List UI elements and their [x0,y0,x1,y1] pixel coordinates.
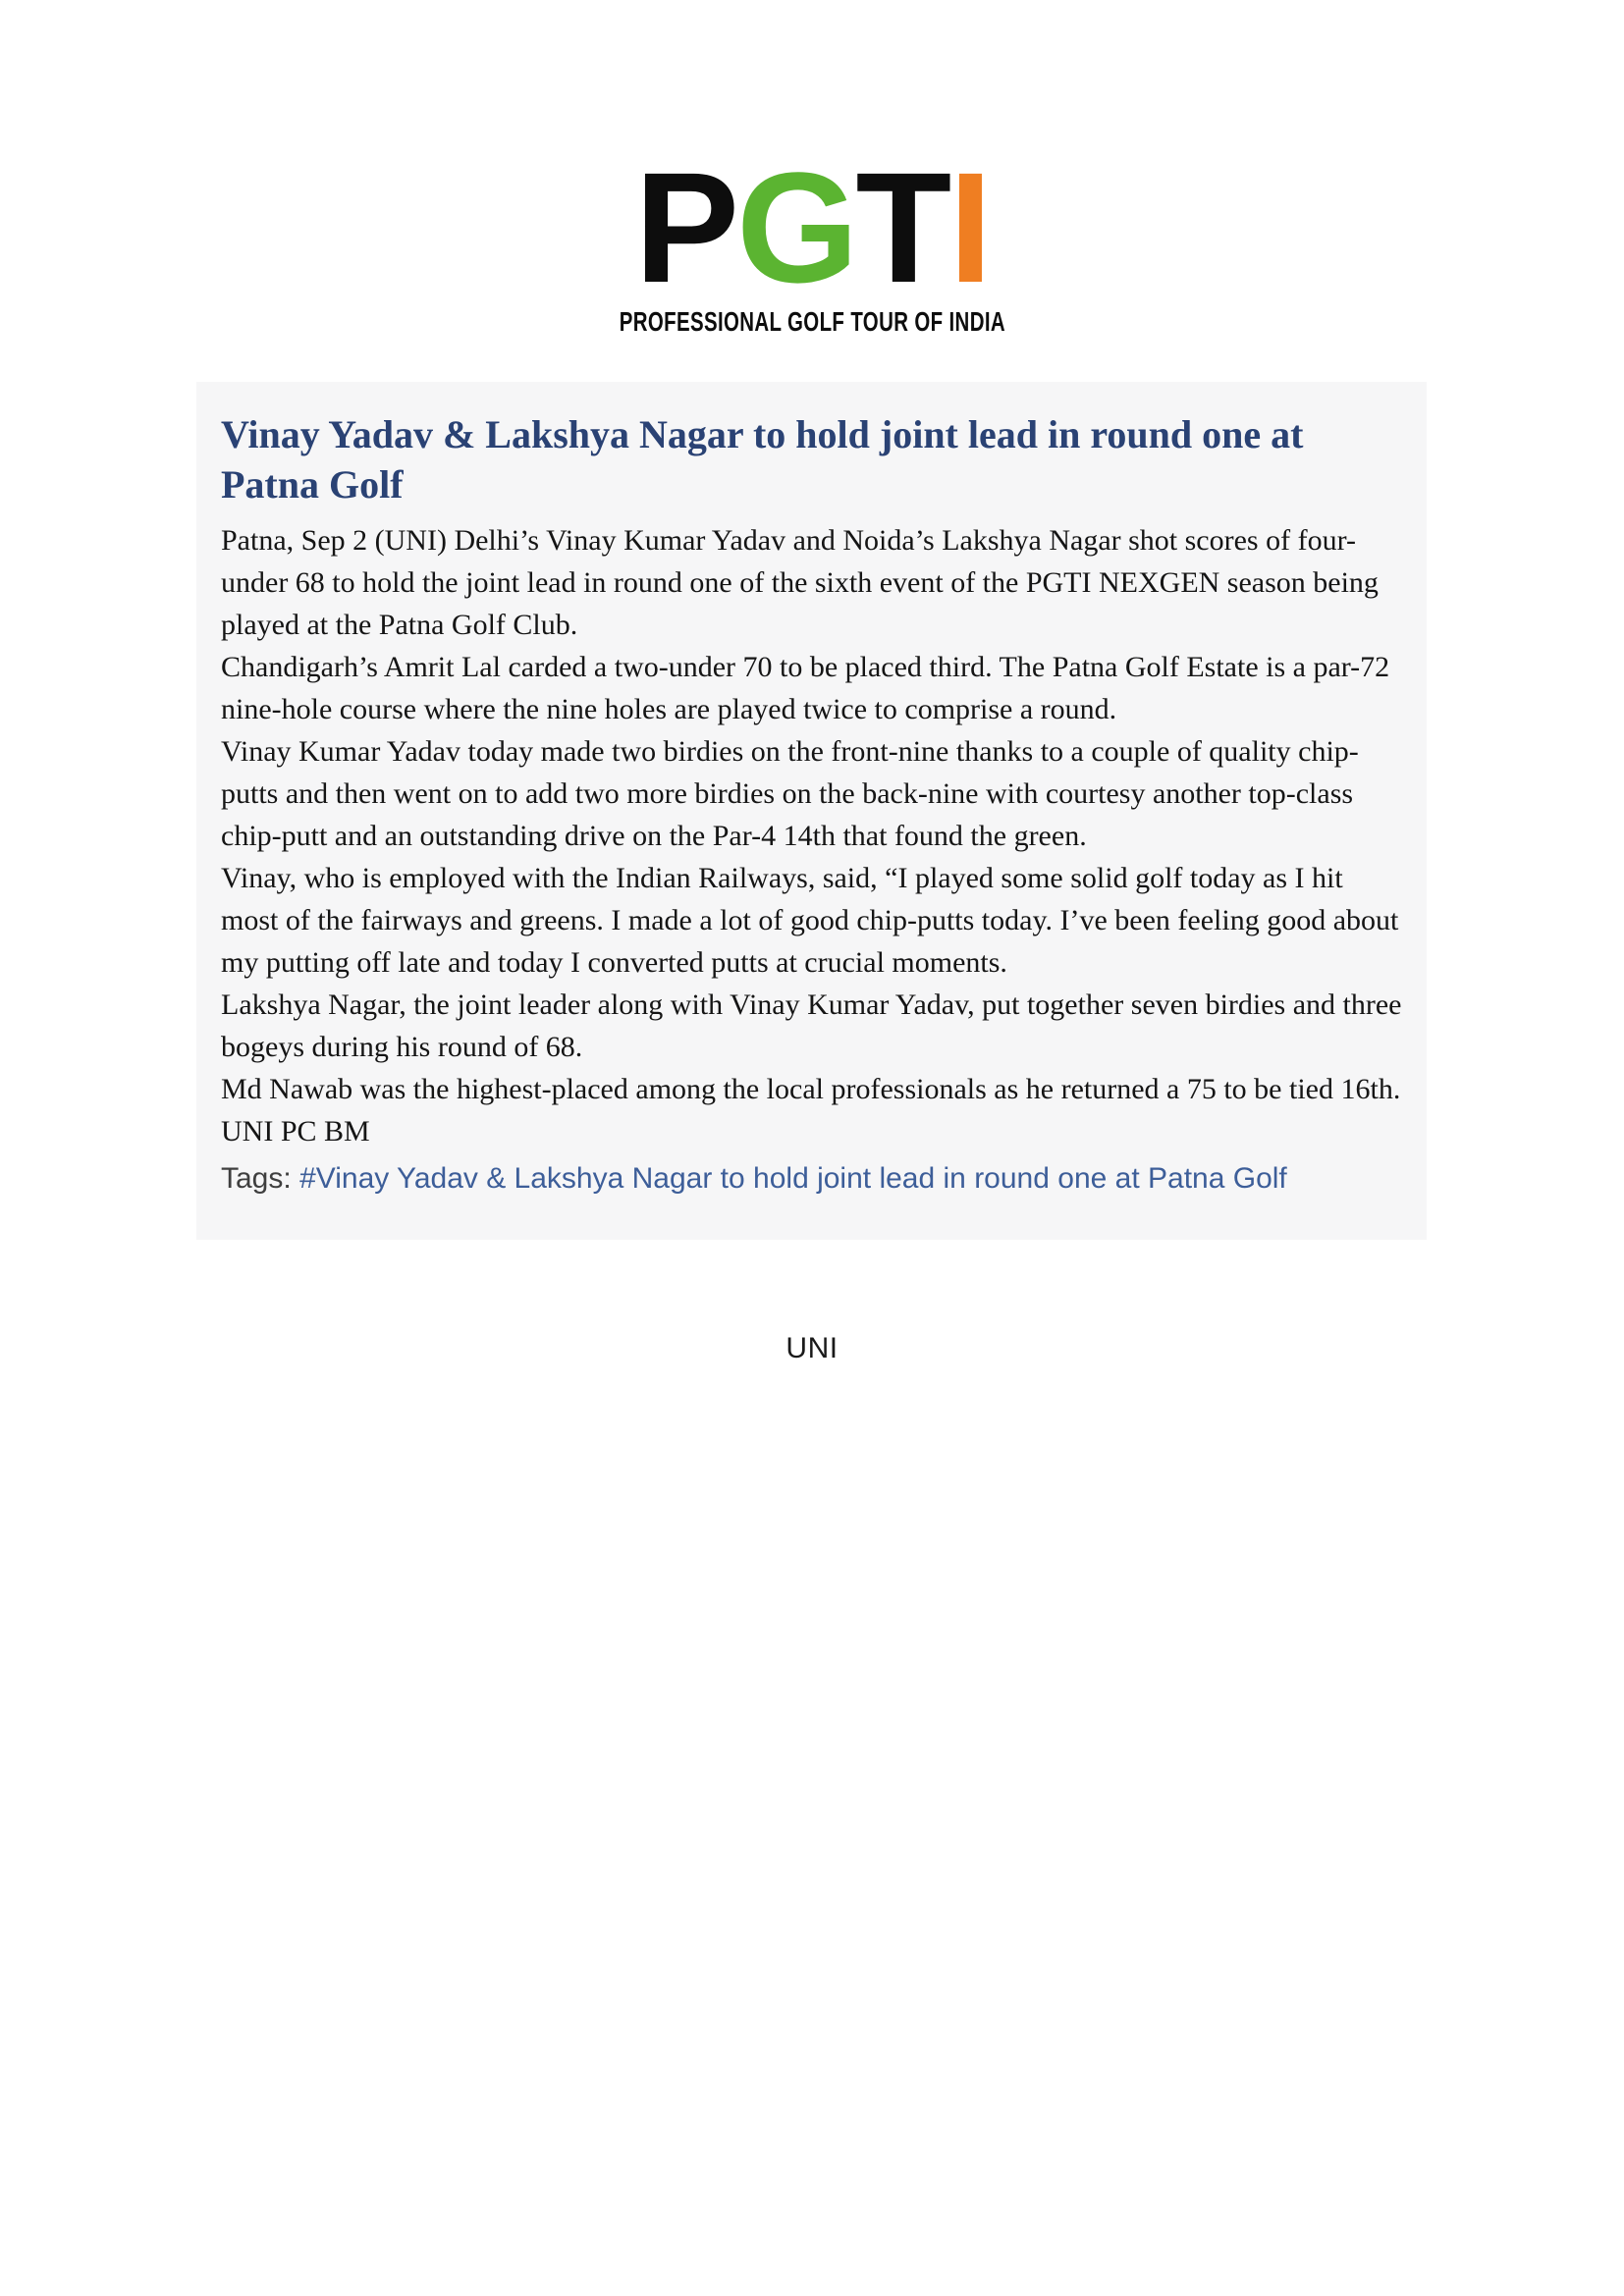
pgti-logo-caption-row [0,308,1624,336]
article-paragraph: Lakshya Nagar, the joint leader along with Vinay Kumar Yadav, put together seven birdies and three bogeys during his round of 68. [221,988,1402,1063]
logo-letter-t: T [855,139,949,315]
article-body [221,519,1402,1152]
tags-link[interactable]: #Vinay Yadav & Lakshya Nagar to hold joint lead in round one at Patna Golf [299,1162,1287,1195]
tags-row [221,1156,1402,1201]
pgti-logo-wordmark [0,139,1624,315]
pgti-logo-caption: PROFESSIONAL GOLF TOUR OF INDIA [619,306,1005,337]
article-paragraph: Chandigarh’s Amrit Lal carded a two-under 70 to be placed third. The Patna Golf Estate is a par-72 nine-hole course where the nine holes are played twice to comprise a round. [221,651,1390,725]
article-title: Vinay Yadav & Lakshya Nagar to hold joint lead in round one at Patna Golf [221,412,1304,507]
news-agency-credit: UNI [785,1332,839,1364]
pgti-logo[interactable] [0,139,1624,337]
article-card [196,382,1427,1240]
article-paragraph-lead: Patna, Sep 2 (UNI) Delhi’s Vinay Kumar Yadav and Noida’s Lakshya Nagar shot scores of four-under 68 to hold the joint lead in round one of the sixth event of the PGTI NEXGEN season being played at the Patna Golf Club. [221,524,1379,641]
article-paragraph-agency-line: UNI PC BM [221,1115,370,1148]
article-paragraph: Vinay, who is employed with the Indian Railways, said, “I played some solid golf today as I hit most of the fairways and greens. I made a lot of good chip-putts today. I’ve been feeling good about my putting off late and today I converted putts at crucial moments. [221,862,1399,979]
article-paragraph: Md Nawab was the highest-placed among the local professionals as he returned a 75 to be tied 16th. [221,1073,1401,1105]
logo-letter-i: I [948,139,990,315]
article-paragraph: Vinay Kumar Yadav today made two birdies on the front-nine thanks to a couple of quality chip-putts and then went on to add two more birdies on the back-nine with courtesy another top-class chip-putt and an outstanding drive on the Par-4 14th that found the green. [221,735,1359,852]
logo-letter-p: P [634,139,737,315]
tags-label: Tags: [221,1162,292,1195]
logo-letter-g: G [736,139,856,315]
